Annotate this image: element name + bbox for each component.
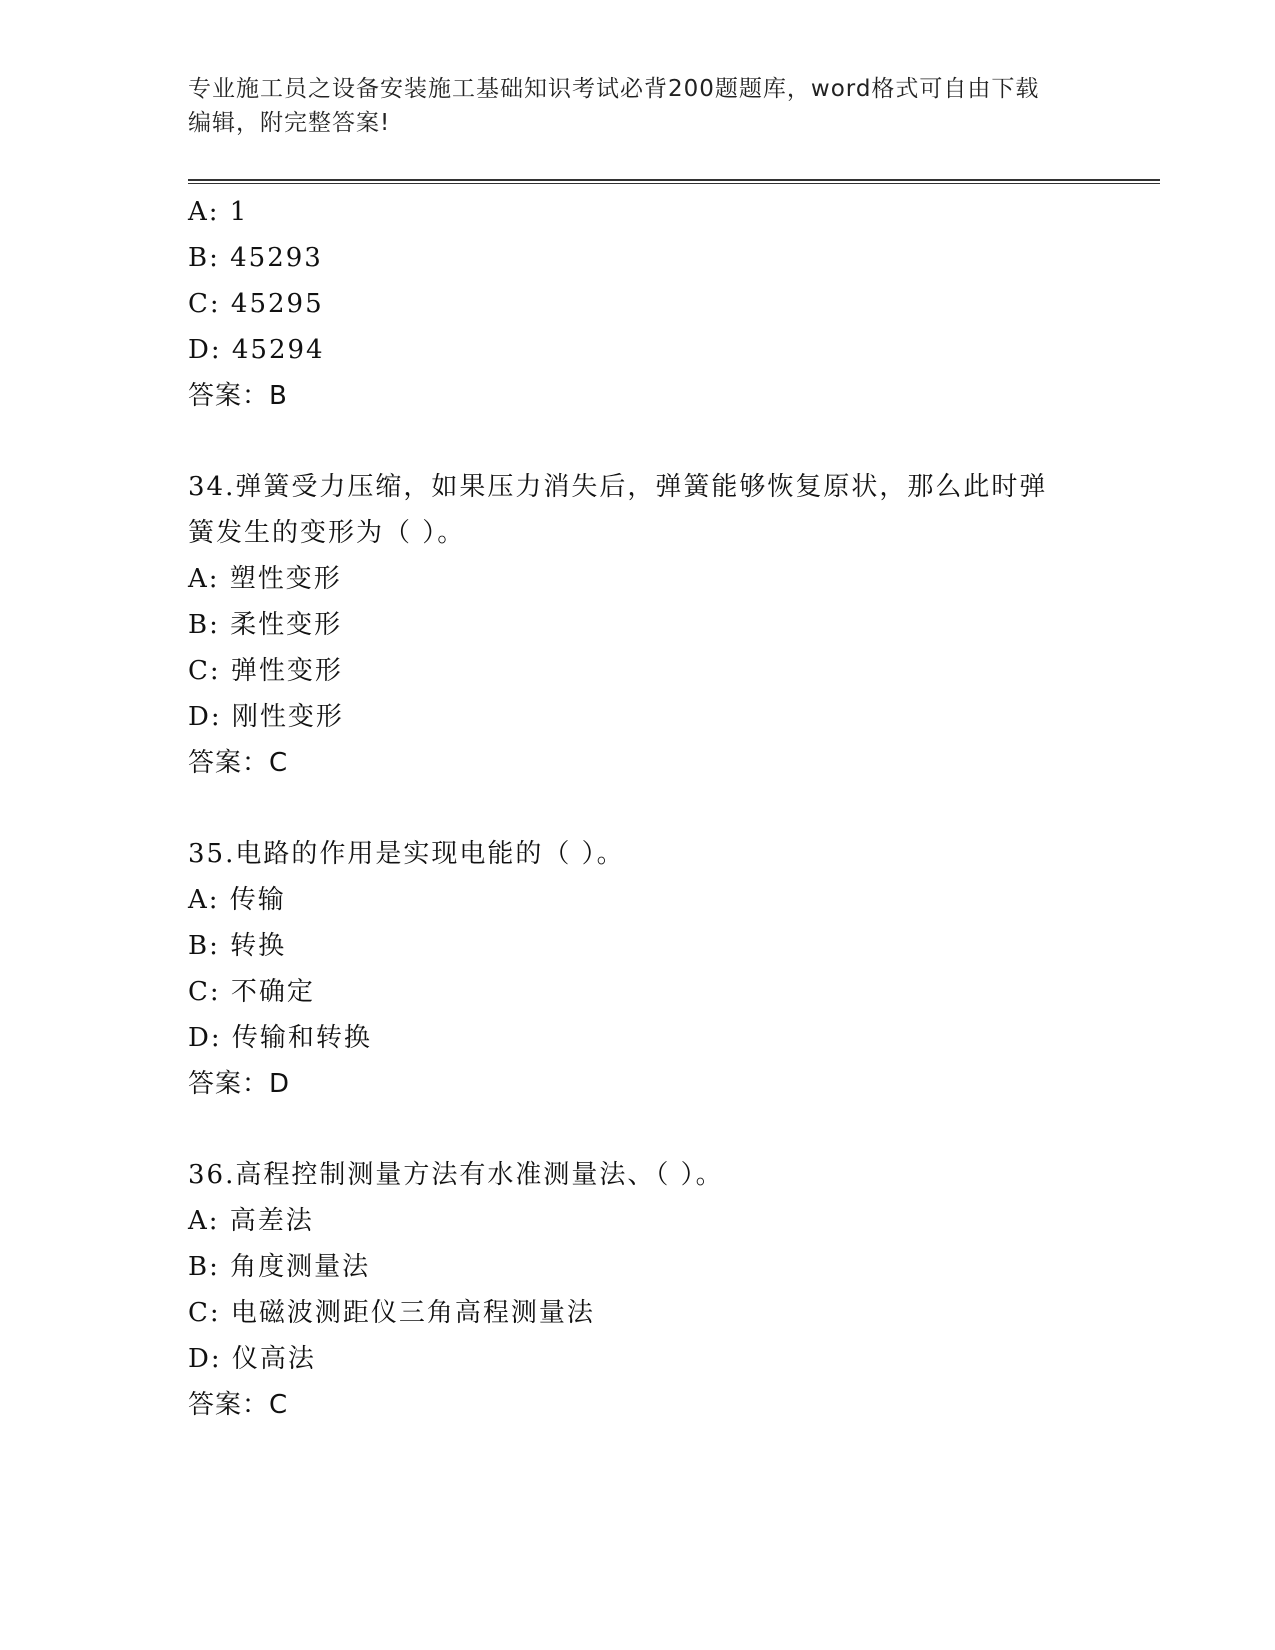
question-stem-line-1: 34.弹簧受力压缩，如果压力消失后，弹簧能够恢复原状，那么此时弹 — [188, 472, 1048, 502]
spacer — [188, 419, 1088, 464]
option-c: C: 电磁波测距仪三角高程测量法 — [188, 1298, 595, 1328]
option-d: D: 仪高法 — [188, 1344, 316, 1374]
option-b: B: 转换 — [188, 931, 287, 961]
option-b: B: 45293 — [188, 243, 323, 273]
header-divider-bottom — [188, 183, 1160, 184]
option-b: B: 角度测量法 — [188, 1252, 371, 1282]
question-block-34 — [188, 464, 1088, 786]
question-stem-line-1: 36.高程控制测量方法有水准测量法、（ ）。 — [188, 1160, 724, 1190]
option-a: A: 塑性变形 — [188, 564, 342, 594]
spacer — [188, 786, 1088, 831]
option-a: A: 高差法 — [188, 1206, 314, 1236]
answer-line: 答案：B — [188, 381, 288, 411]
question-block-36 — [188, 1152, 1088, 1428]
option-d: D: 传输和转换 — [188, 1023, 372, 1053]
question-stem-line-2: 簧发生的变形为（ ）。 — [188, 518, 466, 548]
answer-line: 答案：C — [188, 748, 289, 778]
option-a: A: 传输 — [188, 885, 286, 915]
option-c: C: 45295 — [188, 289, 324, 319]
document-header — [188, 72, 1088, 140]
spacer — [188, 1107, 1088, 1152]
option-d: D: 刚性变形 — [188, 702, 344, 732]
header-title-line-2: 编辑，附完整答案! — [188, 110, 391, 136]
question-block-35 — [188, 831, 1088, 1107]
answer-line: 答案：D — [188, 1069, 291, 1099]
option-d: D: 45294 — [188, 335, 325, 365]
header-divider-top — [188, 179, 1160, 181]
header-title-line-1: 专业施工员之设备安装施工基础知识考试必背200题题库，word格式可自由下载 — [188, 76, 1040, 102]
option-c: C: 不确定 — [188, 977, 315, 1007]
question-list — [188, 189, 1088, 1428]
option-b: B: 柔性变形 — [188, 610, 343, 640]
question-stem-line-1: 35.电路的作用是实现电能的（ ）。 — [188, 839, 625, 869]
answer-line: 答案：C — [188, 1390, 289, 1420]
option-c: C: 弹性变形 — [188, 656, 343, 686]
question-block-33 — [188, 189, 1088, 419]
option-a: A: 1 — [188, 197, 249, 227]
